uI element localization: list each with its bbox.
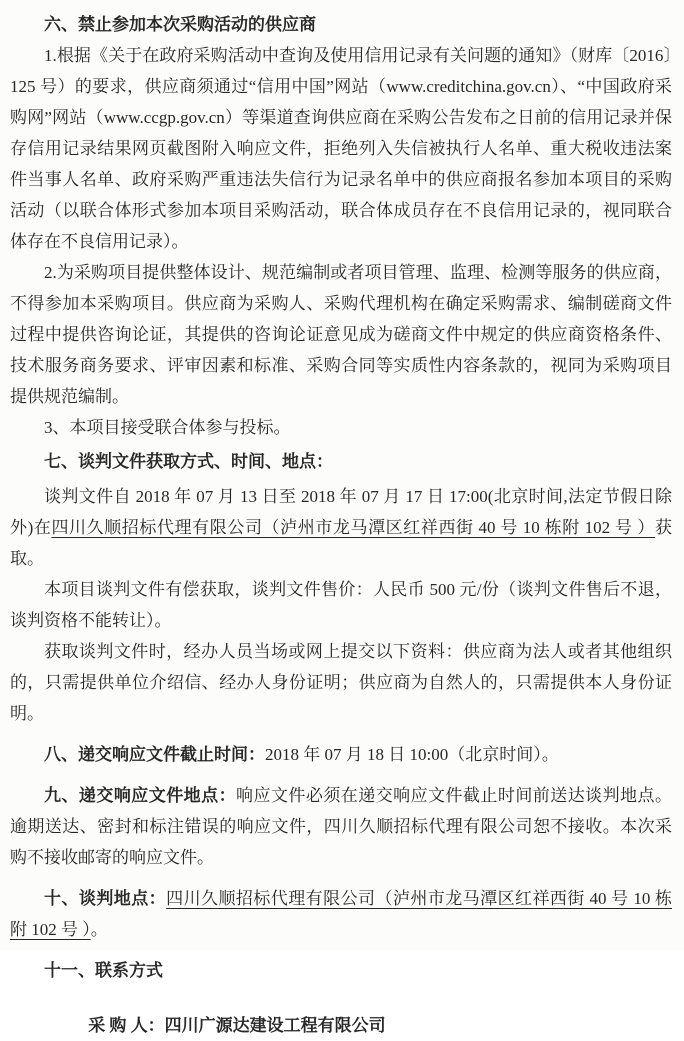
para-credit-record [10, 40, 672, 257]
para-consortium [10, 412, 672, 443]
para-negotiation-place-text: 四川久顺招标代理有限公司（泸州市龙马潭区红祥西街 40 号 10 栋附 102 号 ） [10, 889, 673, 939]
para-negotiation-place-text: 十、谈判地点： [44, 889, 167, 908]
para-doc-price [10, 574, 672, 636]
para-consortium-text: 3、本项目接受联合体参与投标。 [44, 418, 291, 437]
para-deadline [10, 739, 672, 770]
section-11-heading [10, 955, 672, 986]
para-doc-price-text: 本项目谈判文件有偿获取，谈判文件售价：人民币 500 元/份（谈判文件售后不退，谈判资格不能转让）。 [10, 580, 672, 630]
para-purchaser [10, 1010, 672, 1041]
para-deadline-text: 2018 年 07 月 18 日 10:00（北京时间）。 [265, 745, 559, 764]
para-doc-materials [10, 636, 672, 729]
section-7-heading [10, 446, 672, 477]
para-submit-place [10, 780, 672, 873]
para-doc-obtain-time-text: 四川久顺招标代理有限公司（泸州市龙马潭区红祥西街 40 号 10 栋附 102 号 ） [51, 518, 655, 537]
para-doc-materials-text: 获取谈判文件时，经办人员当场或网上提交以下资料：供应商为法人或者其他组织的，只需提供单位介绍信、经办人身份证明；供应商为自然人的，只需提供本人身份证明。 [10, 642, 672, 723]
section-11-heading-text: 十一、联系方式 [44, 961, 163, 980]
para-purchaser-text: 采 购 人：四川广源达建设工程有限公司 [88, 1016, 386, 1035]
para-doc-obtain-time-text: 谈判文件自 2018 年 07 月 13 日至 2018 年 07 月 17 日 17:00(北京时间,法定节假日除外)在 [10, 487, 672, 537]
para-submit-place-text: 九、递交响应文件地点： [44, 786, 237, 805]
section-6-heading [10, 9, 672, 40]
para-submit-place-text: 响应文件必须在递交响应文件截止时间前送达谈判地点。逾期送达、密封和标注错误的响应文件，四川久顺招标代理有限公司恕不接收。本次采购不接收邮寄的响应文件。 [10, 786, 673, 867]
para-credit-record-text: 1.根据《关于在政府采购活动中查询及使用信用记录有关问题的通知》（财库〔2016〕125 号）的要求，供应商须通过“信用中国”网站（www.creditchina.gov.cn）、“中国政府采购网”网站（www.ccgp.gov.cn）等渠道查询供应商在采购公告发布之日前的信用记录并保存信用记录结果网页截图附入响应文件，拒绝列入失信被执行人名单、重大税收违法案件当事人名单、政府采购严重违法失信行为记录名单中的供应商报名参加本项目的采购活动（以联合体形式参加本项目采购活动，联合体成员存在不良信用记录的，视同联合体存在不良信用记录）。 [10, 46, 672, 251]
para-design-suppliers-text: 2.为采购项目提供整体设计、规范编制或者项目管理、监理、检测等服务的供应商，不得参加本采购项目。供应商为采购人、采购代理机构在确定采购需求、编制磋商文件过程中提供咨询论证，其提供的咨询论证意见成为磋商文件中规定的供应商资格条件、技术服务商务要求、评审因素和标准、采购合同等实质性内容条款的，视同为采购项目提供规范编制。 [10, 263, 672, 406]
para-negotiation-place-text: 。 [90, 920, 108, 939]
para-doc-obtain-time [10, 481, 672, 574]
document-body [10, 9, 672, 1041]
para-doc-obtain-time-text: 获取。 [10, 518, 672, 568]
para-negotiation-place [10, 883, 672, 945]
para-deadline-text: 八、递交响应文件截止时间： [44, 745, 265, 764]
section-7-heading-text: 七、谈判文件获取方式、时间、地点： [44, 452, 333, 471]
section-6-heading-text: 六、禁止参加本次采购活动的供应商 [44, 15, 316, 34]
para-design-suppliers [10, 257, 672, 412]
